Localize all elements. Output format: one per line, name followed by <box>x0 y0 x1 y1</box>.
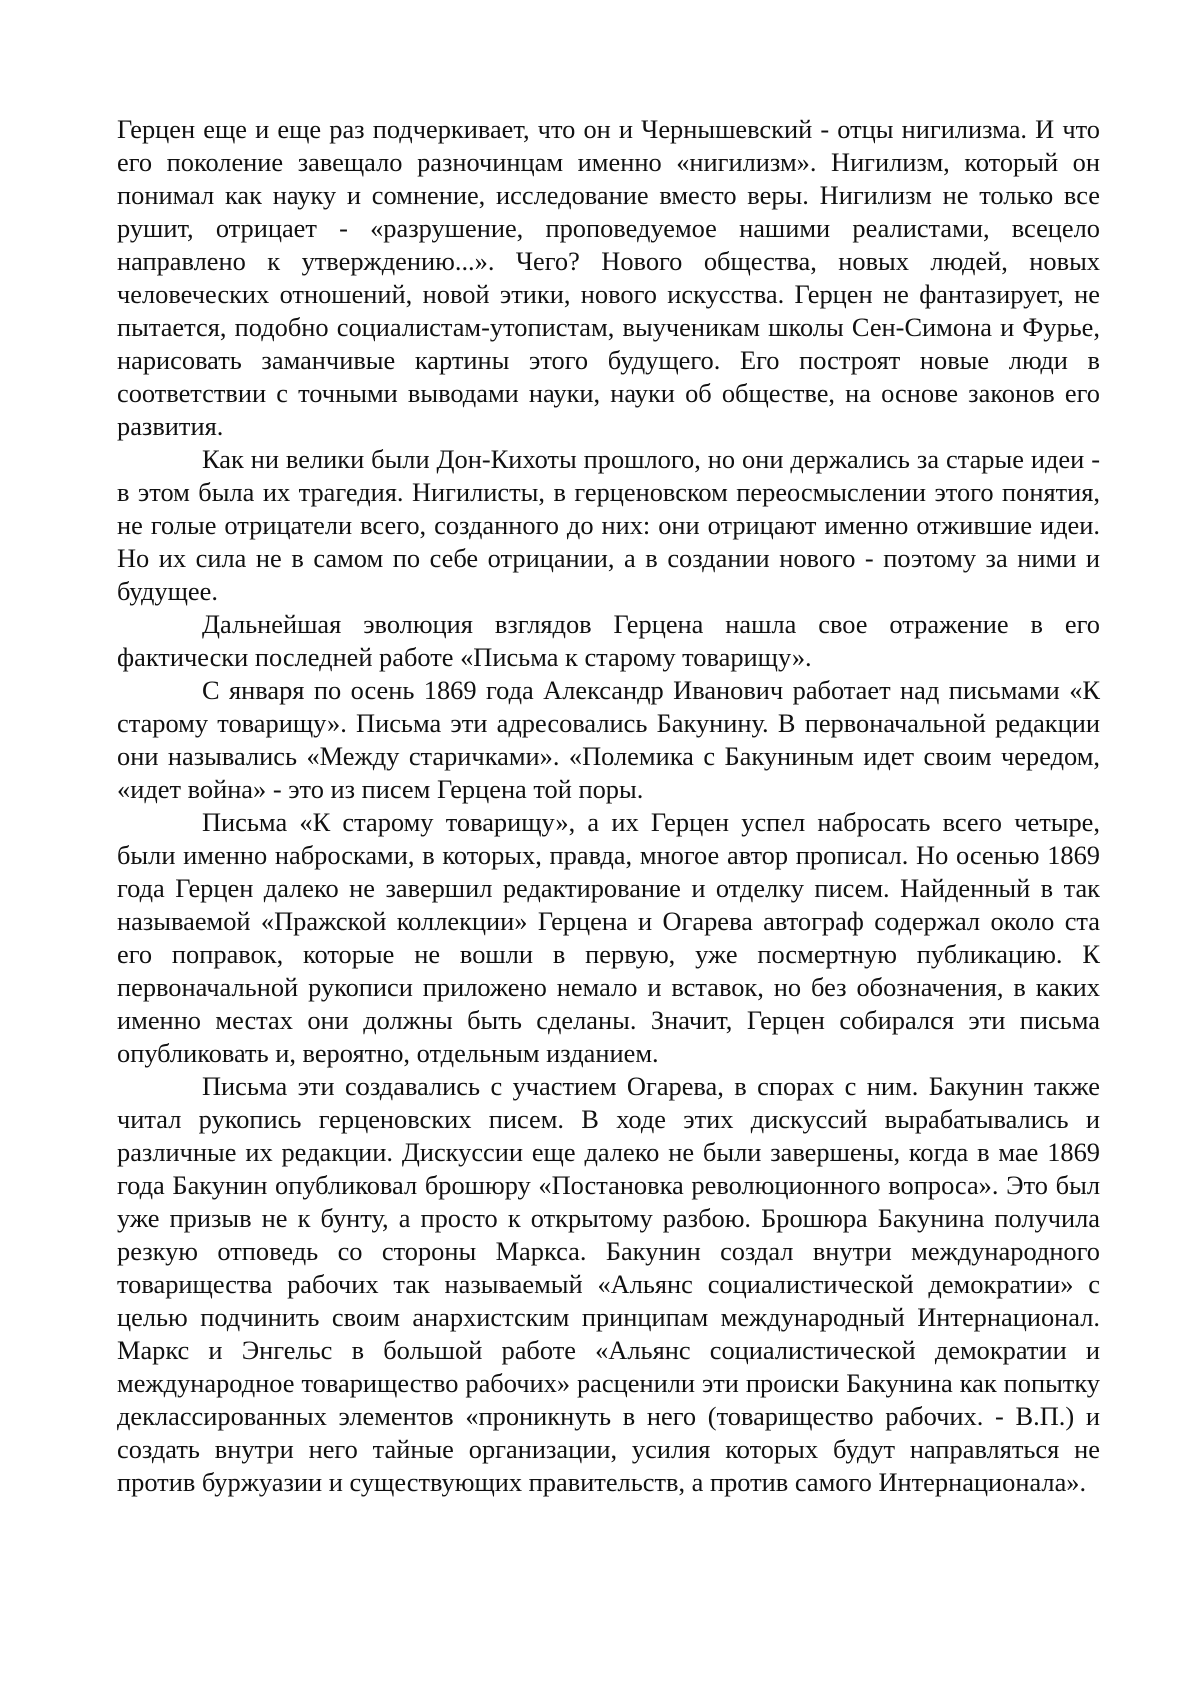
paragraph-5: Письма «К старому товарищу», а их Герцен успел набросать всего четыре, были именно набросками, в которых, правда, многое автор прописал. Но осенью 1869 года Герцен далеко не завершил редактирование и отделку писем. Найденный в так называемой «Пражской коллекции» Герцена и Огарева автограф содержал около ста его поправок, которые не вошли в первую, уже посмертную публикацию. К первоначальной рукописи приложено немало и вставок, но без обозначения, в каких именно местах они должны быть сделаны. Значит, Герцен собирался эти письма опубликовать и, вероятно, отдельным изданием. <box>117 806 1100 1070</box>
paragraph-6: Письма эти создавались с участием Огарева, в спорах с ним. Бакунин также читал рукопись герценовских писем. В ходе этих дискуссий вырабатывались и различные их редакции. Дискуссии еще далеко не были завершены, когда в мае 1869 года Бакунин опубликовал брошюру «Постановка революционного вопроса». Это был уже призыв не к бунту, а просто к открытому разбою. Брошюра Бакунина получила резкую отповедь со стороны Маркса. Бакунин создал внутри международного товарищества рабочих так называемый «Альянс социалистической демократии» с целью подчинить своим анархистским принципам международный Интернационал. Маркс и Энгельс в большой работе «Альянс социалистической демократии и международное товарищество рабочих» расценили эти происки Бакунина как попытку деклассированных элементов «проникнуть в него (товарищество рабочих. - В.П.) и создать внутри него тайные организации, усилия которых будут направляться не против буржуазии и существующих правительств, а против самого Интернационала». <box>117 1070 1100 1499</box>
document-page <box>0 0 1200 1698</box>
paragraph-4: С января по осень 1869 года Александр Иванович работает над письмами «К старому товарищу». Письма эти адресовались Бакунину. В первоначальной редакции они назывались «Между старичками». «Полемика с Бакуниным идет своим чередом, «идет война» - это из писем Герцена той поры. <box>117 674 1100 806</box>
paragraph-2: Как ни велики были Дон-Кихоты прошлого, но они держались за старые идеи - в этом была их трагедия. Нигилисты, в герценовском переосмыслении этого понятия, не голые отрицатели всего, созданного до них: они отрицают именно отжившие идеи. Но их сила не в самом по себе отрицании, а в создании нового - поэтому за ними и будущее. <box>117 443 1100 608</box>
paragraph-1: Герцен еще и еще раз подчеркивает, что он и Чернышевский - отцы нигилизма. И что его поколение завещало разночинцам именно «нигилизм». Нигилизм, который он понимал как науку и сомнение, исследование вместо веры. Нигилизм не только все рушит, отрицает - «разрушение, проповедуемое нашими реалистами, всецело направлено к утверждению...». Чего? Нового общества, новых людей, новых человеческих отношений, новой этики, нового искусства. Герцен не фантазирует, не пытается, подобно социалистам-утопистам, выученикам школы Сен-Симона и Фурье, нарисовать заманчивые картины этого будущего. Его построят новые люди в соответствии с точными выводами науки, науки об обществе, на основе законов его развития. <box>117 113 1100 443</box>
paragraph-3: Дальнейшая эволюция взглядов Герцена нашла свое отражение в его фактически последней работе «Письма к старому товарищу». <box>117 608 1100 674</box>
document-body <box>117 113 1100 1499</box>
